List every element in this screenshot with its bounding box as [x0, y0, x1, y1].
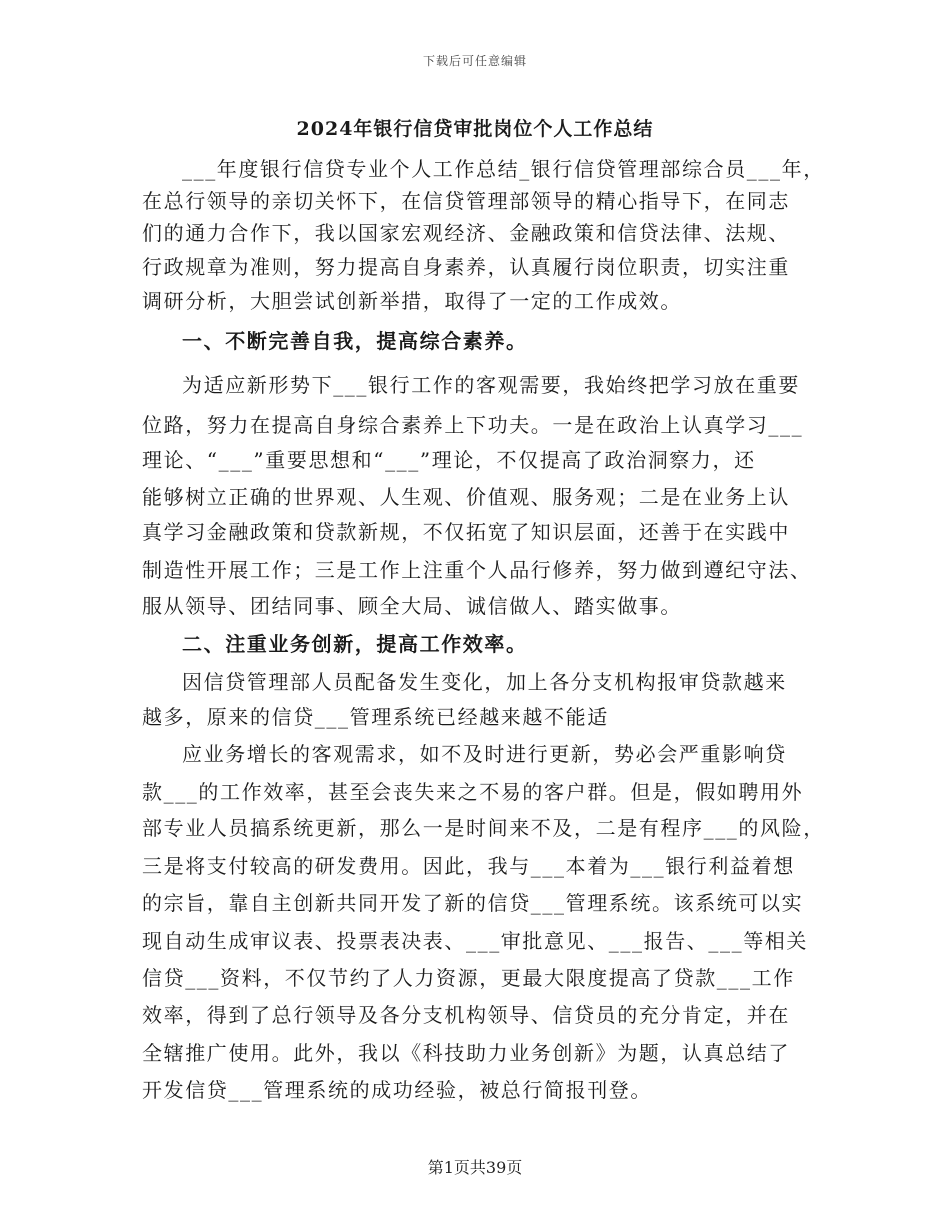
body-line-19: 部专业人员搞系统更新，那么一是时间来不及，二是有程序___的风险， [142, 816, 825, 840]
body-line-18: 款___的工作效率，甚至会丧失来之不易的客户群。但是，假如聘用外 [142, 780, 804, 804]
body-line-4: 行政规章为准则，努力提高自身素养，认真履行岗位职责，切实注重 [142, 255, 790, 279]
body-line-25: 全辖推广使用。此外，我以《科技助力业务创新》为题，认真总结了 [142, 1041, 790, 1065]
body-line-21: 的宗旨，靠自主创新共同开发了新的信贷___管理系统。该系统可以实 [142, 891, 804, 915]
body-line-3: 们的通力合作下，我以国家宏观经济、金融政策和信贷法律、法规、 [142, 221, 790, 245]
section-heading-2: 二、注重业务创新，提高工作效率。 [182, 632, 528, 656]
body-line-13: 服从领导、团结同事、顾全大局、诚信做人、踏实做事。 [142, 594, 682, 618]
body-line-7: 为适应新形势下___银行工作的客观需要，我始终把学习放在重要 [182, 373, 800, 397]
body-line-9: 理论、“___”重要思想和“___”理论，不仅提高了政治洞察力，还 [142, 448, 756, 472]
body-line-26: 开发信贷___管理系统的成功经验，被总行简报刊登。 [142, 1078, 652, 1102]
document-title: 2024年银行信贷审批岗位个人工作总结 [296, 118, 654, 140]
body-line-22: 现自动生成审议表、投票表决表、___审批意见、___报告、___等相关 [142, 929, 808, 953]
body-line-10: 能够树立正确的世界观、人生观、价值观、服务观；二是在业务上认 [142, 485, 790, 509]
body-line-17: 应业务增长的客观需求，如不及时进行更新，势必会严重影响贷 [182, 742, 787, 766]
body-line-23: 信贷___资料，不仅节约了人力资源，更最大限度提高了贷款___工作 [142, 966, 795, 990]
body-line-1: ___年度银行信贷专业个人工作总结_银行信贷管理部综合员___年， [182, 157, 825, 181]
body-line-11: 真学习金融政策和贷款新规，不仅拓宽了知识层面，还善于在实践中 [142, 520, 790, 544]
page-footer: 第1页共39页 [427, 1158, 523, 1177]
body-line-20: 三是将支付较高的研发费用。因此，我与___本着为___银行利益着想 [142, 854, 795, 878]
section-heading-1: 一、不断完善自我，提高综合素养。 [182, 329, 528, 353]
body-line-2: 在总行领导的亲切关怀下，在信贷管理部领导的精心指导下，在同志 [142, 189, 790, 213]
body-line-16: 越多，原来的信贷___管理系统已经越来越不能适 [142, 705, 609, 729]
body-line-12: 制造性开展工作；三是工作上注重个人品行修养，努力做到遵纪守法、 [142, 558, 812, 582]
body-line-24: 效率，得到了总行领导及各分支机构领导、信贷员的充分肯定，并在 [142, 1003, 790, 1027]
body-line-8: 位路，努力在提高自身综合素养上下功夫。一是在政治上认真学习___ [142, 413, 804, 437]
page-header: 下载后可任意编辑 [422, 54, 527, 68]
body-line-5: 调研分析，大胆尝试创新举措，取得了一定的工作成效。 [142, 289, 682, 313]
body-line-15: 因信贷管理部人员配备发生变化，加上各分支机构报审贷款越来 [182, 670, 787, 694]
